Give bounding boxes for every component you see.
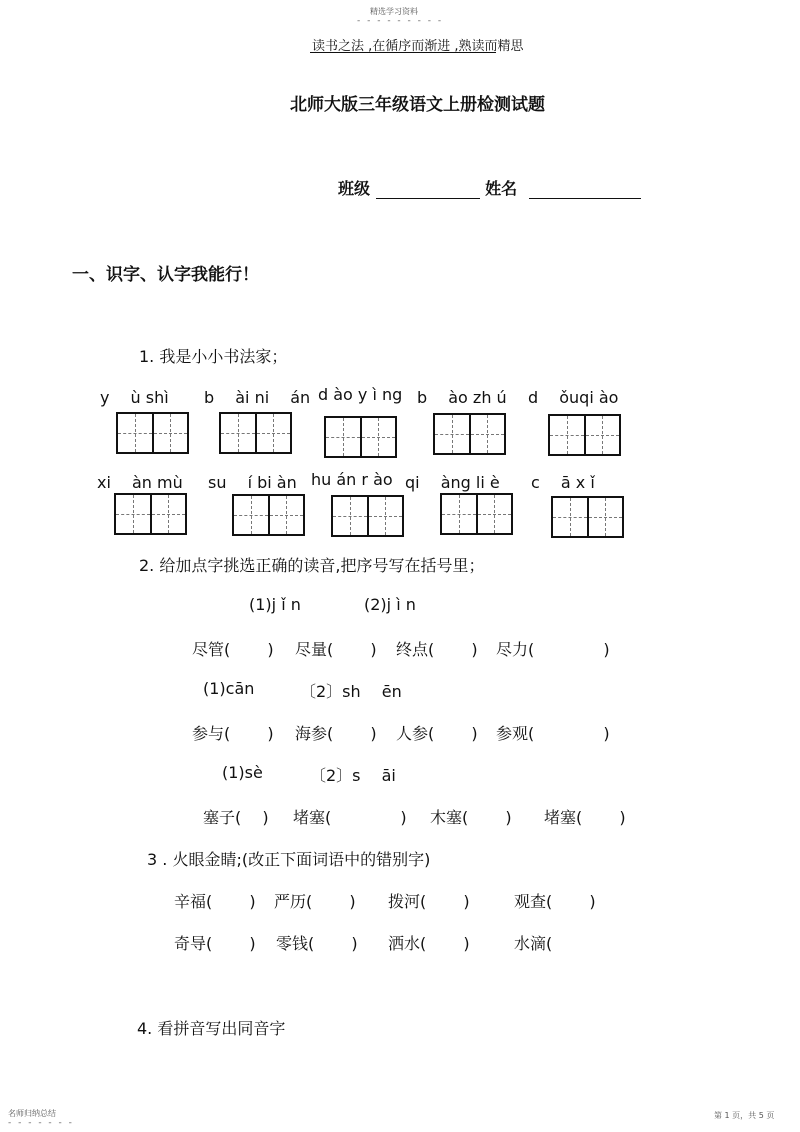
writing-grid[interactable] (548, 414, 621, 456)
q2-item: 堵塞( ) (293, 808, 407, 827)
q2-option: (1)sè (222, 763, 263, 782)
writing-grid[interactable] (433, 413, 506, 455)
header-dashes: - - - - - - - - - (357, 16, 444, 26)
section-heading: 一、识字、认字我能行！ (72, 265, 259, 285)
pinyin-8: hu án r ào (311, 470, 393, 489)
pinyin-9: qi àng li è (405, 473, 500, 492)
q2-item: 参观( ) (496, 724, 610, 743)
header-tag: 精选学习资料 (370, 7, 418, 16)
q2-item: 尽管( ) (192, 640, 274, 659)
pinyin-2: b ài ni án (204, 388, 311, 407)
q1-prompt: 1. 我是小小书法家； (139, 347, 288, 366)
q4-prompt: 4. 看拼音写出同音字 (137, 1019, 286, 1038)
motto-underline (310, 52, 496, 53)
name-blank[interactable] (529, 182, 641, 199)
writing-grid[interactable] (331, 495, 404, 537)
pinyin-4: b ào zh ú (417, 388, 507, 407)
q2-item: 尽量( ) (295, 640, 377, 659)
q3-item: 拨河( ) (388, 892, 470, 911)
class-blank[interactable] (376, 182, 480, 199)
q3-item: 辛福( ) (174, 892, 256, 911)
q2-item: 海参( ) (295, 724, 377, 743)
writing-grid[interactable] (324, 416, 397, 458)
q2-item: 参与( ) (192, 724, 274, 743)
pinyin-3: d ào y ì ng (318, 385, 403, 404)
q2-item: 木塞( ) (430, 808, 512, 827)
q3-item: 水滴( (514, 934, 553, 953)
q2-item: 堵塞( ) (544, 808, 626, 827)
name-label: 姓名 (485, 179, 518, 198)
pinyin-1: y ù shì (100, 388, 169, 407)
writing-grid[interactable] (232, 494, 305, 536)
q2-item: 塞子( ) (203, 808, 269, 827)
q2-item: 尽力( ) (496, 640, 610, 659)
q2-item: 终点( ) (396, 640, 478, 659)
writing-grid[interactable] (219, 412, 292, 454)
writing-grid[interactable] (551, 496, 624, 538)
q3-item: 奇导( ) (174, 934, 256, 953)
pinyin-7: su í bi àn (208, 473, 297, 492)
q3-item: 零钱( ) (276, 934, 358, 953)
q2-prompt: 2. 给加点字挑选正确的读音,把序号写在括号里； (139, 556, 485, 575)
q2-option: (2)j ì n (364, 595, 416, 614)
q3-item: 洒水( ) (388, 934, 470, 953)
writing-grid[interactable] (114, 493, 187, 535)
q2-option: (1)cān (203, 679, 255, 698)
q2-item: 人参( ) (396, 724, 478, 743)
page-title: 北师大版三年级语文上册检测试题 (290, 95, 545, 115)
writing-grid[interactable] (116, 412, 189, 454)
q2-option: 〔2〕s āi (310, 766, 396, 785)
writing-grid[interactable] (440, 493, 513, 535)
q3-item: 严历( ) (274, 892, 356, 911)
class-name-line (338, 176, 641, 199)
q2-option: 〔2〕sh ēn (300, 682, 402, 701)
class-label: 班级 (338, 179, 371, 198)
header-motto: 读书之法 ,在循序而渐进 ,熟读而精思 (312, 39, 524, 54)
footer-left: 名师归纳总结 (8, 1109, 56, 1118)
q3-item: 观查( ) (514, 892, 596, 911)
q2-option: (1)j ǐ n (249, 595, 301, 614)
pinyin-10: c ā x ǐ (531, 473, 595, 492)
page-number: 第 1 页，共 5 页 (714, 1111, 775, 1120)
pinyin-6: xi àn mù (97, 473, 183, 492)
q3-prompt: 3 . 火眼金睛;(改正下面词语中的错别字) (147, 850, 431, 869)
pinyin-5: d ǒuqi ào (528, 388, 619, 407)
footer-dashes: - - - - - - - (8, 1118, 74, 1128)
